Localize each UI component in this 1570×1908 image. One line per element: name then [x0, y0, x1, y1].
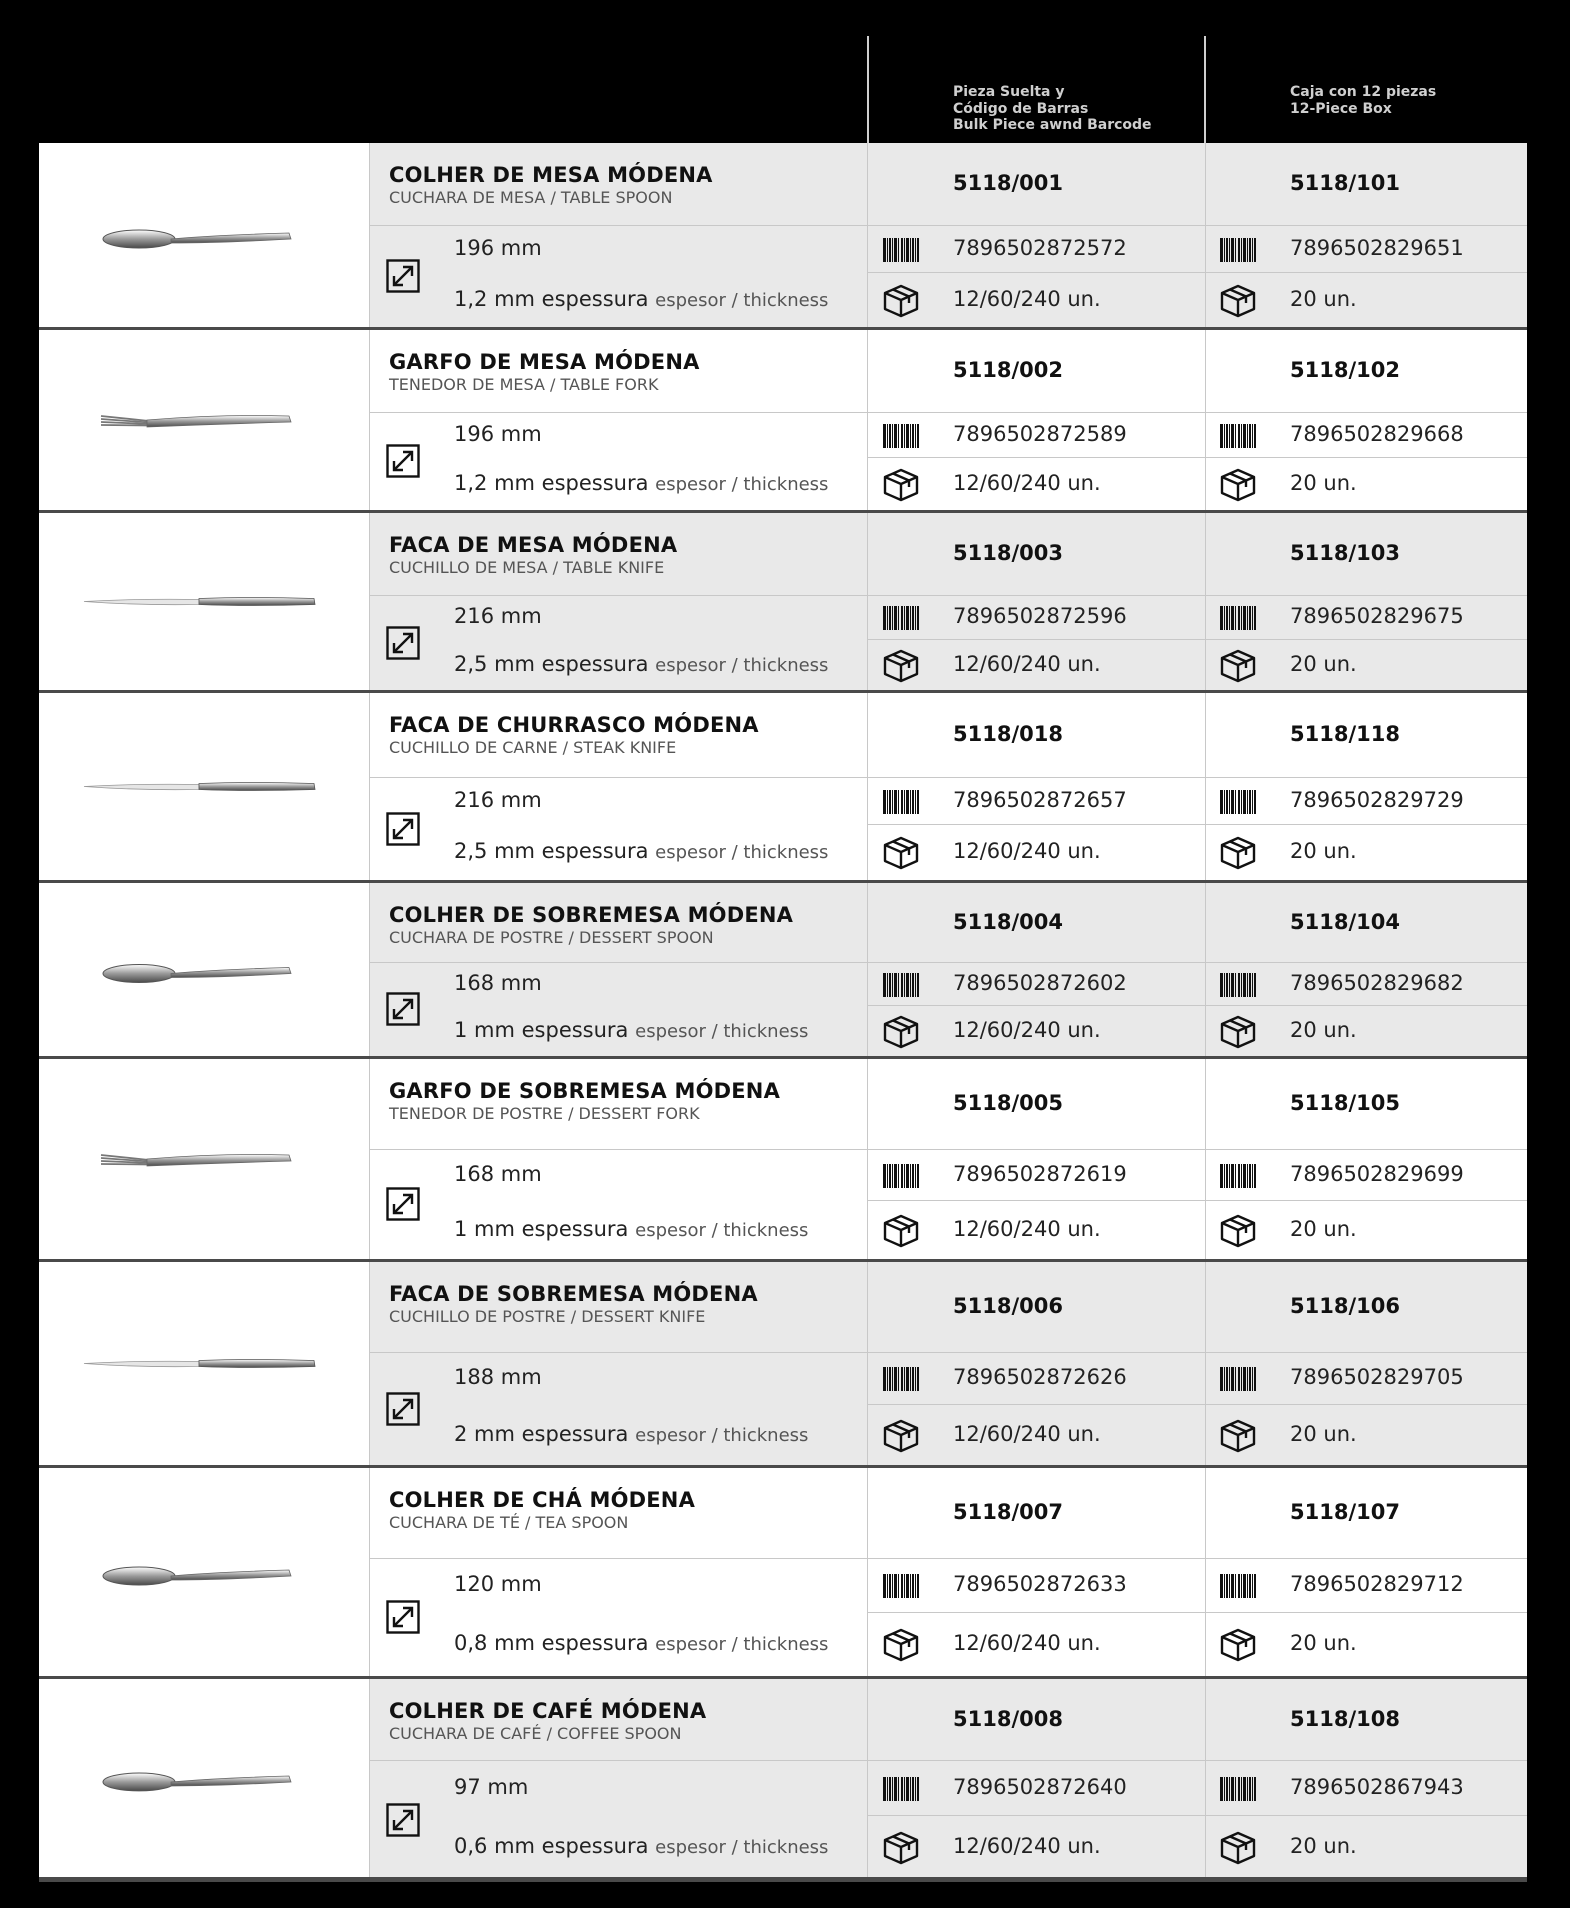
- box-barcode: 7896502829712: [1290, 1572, 1464, 1596]
- product-thickness: [454, 839, 828, 863]
- bulk-pack: 12/60/240 un.: [953, 839, 1101, 863]
- column-divider: [1205, 1262, 1206, 1465]
- resize-icon: [386, 259, 420, 297]
- product-length: 97 mm: [454, 1774, 529, 1799]
- box-barcode: 7896502829705: [1290, 1365, 1464, 1389]
- barcode-icon: [1220, 1367, 1256, 1395]
- header-box-line: Caja con 12 piezas: [1290, 84, 1437, 100]
- column-divider: [867, 1262, 868, 1465]
- barcode-icon: [883, 790, 919, 818]
- product-thickness: [454, 287, 828, 311]
- column-divider: [1205, 1059, 1206, 1259]
- product-length: 168 mm: [454, 1161, 542, 1186]
- box-barcode: 7896502829675: [1290, 604, 1464, 628]
- column-divider: [867, 693, 868, 880]
- bulk-barcode: 7896502872602: [953, 970, 1127, 995]
- box-code: 5118/118: [1290, 722, 1400, 746]
- column-divider: [1205, 1679, 1206, 1877]
- product-thickness: [454, 652, 828, 676]
- product-image: [39, 883, 370, 1056]
- box-pack: 20 un.: [1290, 470, 1357, 495]
- thickness-value: 1,2 mm espessura: [454, 286, 649, 311]
- product-length: 216 mm: [454, 604, 542, 628]
- product-thickness: [454, 1631, 828, 1655]
- thickness-label: espesor / thickness: [655, 289, 829, 311]
- product-name: COLHER DE MESA MÓDENA: [389, 163, 713, 187]
- product-subtitle: CUCHARA DE TÉ / TEA SPOON: [389, 1513, 629, 1532]
- barcode-icon: [883, 1777, 919, 1805]
- bulk-code: 5118/003: [953, 541, 1063, 565]
- bulk-barcode: 7896502872572: [953, 235, 1127, 260]
- column-divider: [1205, 883, 1206, 1056]
- product-row: [39, 1059, 1527, 1262]
- row-divider: [369, 777, 1527, 778]
- product-image: [39, 513, 370, 690]
- thickness-value: 1 mm espessura: [454, 1216, 629, 1241]
- bulk-barcode: 7896502872619: [953, 1161, 1127, 1186]
- barcode-icon: [1220, 424, 1256, 452]
- barcode-icon: [883, 1574, 919, 1602]
- header-box-line: 12-Piece Box: [1290, 100, 1392, 117]
- product-name: GARFO DE SOBREMESA MÓDENA: [389, 1079, 781, 1103]
- bulk-pack: 12/60/240 un.: [953, 1421, 1101, 1446]
- thickness-label: espesor / thickness: [635, 1020, 809, 1042]
- product-name: GARFO DE MESA MÓDENA: [389, 350, 700, 374]
- product-length: 196 mm: [454, 235, 542, 260]
- box-icon: [882, 1014, 920, 1054]
- box-code: 5118/107: [1290, 1500, 1400, 1524]
- bulk-barcode: 7896502872657: [953, 787, 1127, 812]
- product-thickness: [454, 1018, 808, 1042]
- product-length: 120 mm: [454, 1572, 542, 1596]
- row-divider: [867, 1815, 1527, 1816]
- product-name: FACA DE SOBREMESA MÓDENA: [389, 1282, 758, 1306]
- box-icon: [1219, 1627, 1257, 1667]
- column-divider: [1205, 1468, 1206, 1676]
- column-divider: [1205, 330, 1206, 510]
- thickness-label: espesor / thickness: [655, 473, 829, 495]
- product-name: COLHER DE CAFÉ MÓDENA: [389, 1699, 707, 1723]
- box-icon: [1219, 1014, 1257, 1054]
- box-pack: 20 un.: [1290, 286, 1357, 311]
- product-row: [39, 883, 1527, 1059]
- thickness-value: 0,6 mm espessura: [454, 1834, 649, 1858]
- bulk-pack: 12/60/240 un.: [953, 1017, 1101, 1042]
- bulk-code: 5118/006: [953, 1294, 1063, 1318]
- product-subtitle: CUCHILLO DE CARNE / STEAK KNIFE: [389, 738, 677, 757]
- product-subtitle: CUCHARA DE MESA / TABLE SPOON: [389, 188, 673, 207]
- row-divider: [369, 595, 1527, 596]
- box-barcode: 7896502829668: [1290, 421, 1464, 446]
- product-image: [39, 1679, 370, 1877]
- header-divider: [1204, 36, 1206, 143]
- box-icon: [882, 648, 920, 688]
- product-row: [39, 1468, 1527, 1679]
- column-divider: [867, 513, 868, 690]
- bulk-code: 5118/001: [953, 171, 1063, 195]
- bulk-pack: 12/60/240 un.: [953, 470, 1101, 495]
- thickness-label: espesor / thickness: [655, 654, 829, 676]
- product-image: [39, 1059, 370, 1259]
- row-divider: [867, 639, 1527, 640]
- box-icon: [882, 1830, 920, 1870]
- box-icon: [1219, 1213, 1257, 1253]
- column-divider: [1205, 513, 1206, 690]
- product-row: [39, 143, 1527, 330]
- resize-icon: [386, 444, 420, 482]
- bulk-pack: 12/60/240 un.: [953, 1216, 1101, 1241]
- bulk-code: 5118/005: [953, 1091, 1063, 1115]
- bulk-pack: 12/60/240 un.: [953, 286, 1101, 311]
- box-pack: 20 un.: [1290, 839, 1357, 863]
- box-code: 5118/108: [1290, 1706, 1400, 1731]
- bulk-code: 5118/008: [953, 1706, 1063, 1731]
- box-icon: [882, 1213, 920, 1253]
- column-divider: [867, 143, 868, 327]
- product-subtitle: TENEDOR DE MESA / TABLE FORK: [389, 375, 659, 394]
- product-row: [39, 1262, 1527, 1468]
- product-thickness: [454, 471, 828, 495]
- thickness-label: espesor / thickness: [635, 1219, 809, 1241]
- product-row: [39, 330, 1527, 513]
- row-divider: [867, 1005, 1527, 1006]
- product-subtitle: CUCHILLO DE MESA / TABLE KNIFE: [389, 558, 665, 577]
- thickness-value: 1,2 mm espessura: [454, 470, 649, 495]
- box-icon: [882, 467, 920, 507]
- barcode-icon: [883, 606, 919, 634]
- row-divider: [867, 824, 1527, 825]
- row-divider: [369, 412, 1527, 413]
- thickness-label: espesor / thickness: [635, 1424, 809, 1446]
- product-thickness: [454, 1422, 808, 1446]
- bulk-barcode: 7896502872640: [953, 1774, 1127, 1799]
- row-divider: [867, 457, 1527, 458]
- resize-icon: [386, 1187, 420, 1225]
- header-bulk-line: Pieza Suelta y: [953, 84, 1065, 100]
- barcode-icon: [883, 238, 919, 266]
- header-divider: [867, 36, 869, 143]
- box-pack: 20 un.: [1290, 1421, 1357, 1446]
- column-divider: [867, 883, 868, 1056]
- box-code: 5118/101: [1290, 171, 1400, 195]
- product-row: [39, 1679, 1527, 1882]
- box-code: 5118/106: [1290, 1294, 1400, 1318]
- resize-icon: [386, 626, 420, 664]
- resize-icon: [386, 1392, 420, 1430]
- column-divider: [867, 1468, 868, 1676]
- product-subtitle: TENEDOR DE POSTRE / DESSERT FORK: [389, 1104, 700, 1123]
- bulk-barcode: 7896502872589: [953, 421, 1127, 446]
- box-barcode: 7896502829729: [1290, 787, 1464, 812]
- product-subtitle: CUCHARA DE POSTRE / DESSERT SPOON: [389, 928, 714, 947]
- row-divider: [369, 1760, 1527, 1761]
- bulk-code: 5118/007: [953, 1500, 1063, 1524]
- box-barcode: 7896502867943: [1290, 1774, 1464, 1799]
- barcode-icon: [883, 973, 919, 1001]
- product-name: COLHER DE SOBREMESA MÓDENA: [389, 903, 794, 927]
- box-pack: 20 un.: [1290, 1834, 1357, 1858]
- product-image: [39, 1468, 370, 1676]
- column-divider: [867, 1679, 868, 1877]
- product-length: 216 mm: [454, 787, 542, 812]
- product-thickness: [454, 1834, 828, 1858]
- box-barcode: 7896502829651: [1290, 235, 1464, 260]
- barcode-icon: [883, 1367, 919, 1395]
- product-subtitle: CUCHARA DE CAFÉ / COFFEE SPOON: [389, 1724, 682, 1743]
- row-divider: [369, 1558, 1527, 1559]
- row-divider: [369, 962, 1527, 963]
- product-image: [39, 330, 370, 510]
- box-barcode: 7896502829682: [1290, 970, 1464, 995]
- bulk-pack: 12/60/240 un.: [953, 651, 1101, 676]
- row-divider: [369, 1352, 1527, 1353]
- box-icon: [882, 835, 920, 875]
- header-box: [1290, 84, 1436, 117]
- bulk-pack: 12/60/240 un.: [953, 1834, 1101, 1858]
- resize-icon: [386, 992, 420, 1030]
- barcode-icon: [1220, 238, 1256, 266]
- product-table: [39, 143, 1527, 1882]
- box-icon: [1219, 283, 1257, 323]
- row-divider: [369, 225, 1527, 226]
- product-image: [39, 1262, 370, 1465]
- product-row: [39, 693, 1527, 883]
- barcode-icon: [1220, 606, 1256, 634]
- box-icon: [1219, 467, 1257, 507]
- bulk-code: 5118/018: [953, 722, 1063, 746]
- bulk-barcode: 7896502872633: [953, 1572, 1127, 1596]
- resize-icon: [386, 812, 420, 850]
- box-pack: 20 un.: [1290, 651, 1357, 676]
- box-pack: 20 un.: [1290, 1631, 1357, 1655]
- bulk-code: 5118/002: [953, 358, 1063, 382]
- box-code: 5118/105: [1290, 1091, 1400, 1115]
- column-divider: [867, 330, 868, 510]
- product-thickness: [454, 1217, 808, 1241]
- product-image: [39, 693, 370, 880]
- box-code: 5118/102: [1290, 358, 1400, 382]
- product-subtitle: CUCHILLO DE POSTRE / DESSERT KNIFE: [389, 1307, 706, 1326]
- row-divider: [369, 1149, 1527, 1150]
- column-divider: [1205, 693, 1206, 880]
- thickness-value: 0,8 mm espessura: [454, 1631, 649, 1655]
- product-name: FACA DE MESA MÓDENA: [389, 533, 678, 557]
- thickness-label: espesor / thickness: [655, 1634, 829, 1655]
- product-name: FACA DE CHURRASCO MÓDENA: [389, 713, 759, 737]
- box-icon: [1219, 835, 1257, 875]
- bulk-barcode: 7896502872626: [953, 1365, 1127, 1389]
- thickness-value: 2 mm espessura: [454, 1421, 629, 1446]
- bulk-code: 5118/004: [953, 909, 1063, 934]
- header-bulk-piece: [953, 84, 1152, 134]
- thickness-value: 2,5 mm espessura: [454, 839, 649, 863]
- box-icon: [1219, 1418, 1257, 1458]
- thickness-label: espesor / thickness: [655, 1837, 829, 1858]
- box-icon: [1219, 1830, 1257, 1870]
- resize-icon: [386, 1600, 420, 1638]
- box-icon: [882, 283, 920, 323]
- box-code: 5118/104: [1290, 909, 1400, 934]
- row-divider: [867, 272, 1527, 273]
- thickness-value: 2,5 mm espessura: [454, 651, 649, 676]
- barcode-icon: [883, 424, 919, 452]
- row-divider: [867, 1200, 1527, 1201]
- table-header: [0, 0, 1570, 143]
- box-icon: [1219, 648, 1257, 688]
- product-row: [39, 513, 1527, 693]
- thickness-label: espesor / thickness: [655, 842, 829, 863]
- thickness-value: 1 mm espessura: [454, 1017, 629, 1042]
- bulk-barcode: 7896502872596: [953, 604, 1127, 628]
- box-pack: 20 un.: [1290, 1216, 1357, 1241]
- box-code: 5118/103: [1290, 541, 1400, 565]
- product-image: [39, 143, 370, 327]
- bulk-pack: 12/60/240 un.: [953, 1631, 1101, 1655]
- column-divider: [867, 1059, 868, 1259]
- barcode-icon: [1220, 1164, 1256, 1192]
- column-divider: [1205, 143, 1206, 327]
- row-divider: [867, 1404, 1527, 1405]
- header-bulk-line: Código de Barras: [953, 100, 1089, 117]
- box-icon: [882, 1418, 920, 1458]
- product-length: 196 mm: [454, 421, 542, 446]
- header-bulk-line: Bulk Piece awnd Barcode: [953, 117, 1152, 133]
- barcode-icon: [1220, 1777, 1256, 1805]
- product-length: 188 mm: [454, 1365, 542, 1389]
- barcode-icon: [1220, 790, 1256, 818]
- box-icon: [882, 1627, 920, 1667]
- product-name: COLHER DE CHÁ MÓDENA: [389, 1488, 696, 1512]
- row-divider: [867, 1612, 1527, 1613]
- product-length: 168 mm: [454, 970, 542, 995]
- barcode-icon: [1220, 973, 1256, 1001]
- box-barcode: 7896502829699: [1290, 1161, 1464, 1186]
- resize-icon: [386, 1803, 420, 1841]
- barcode-icon: [1220, 1574, 1256, 1602]
- barcode-icon: [883, 1164, 919, 1192]
- box-pack: 20 un.: [1290, 1017, 1357, 1042]
